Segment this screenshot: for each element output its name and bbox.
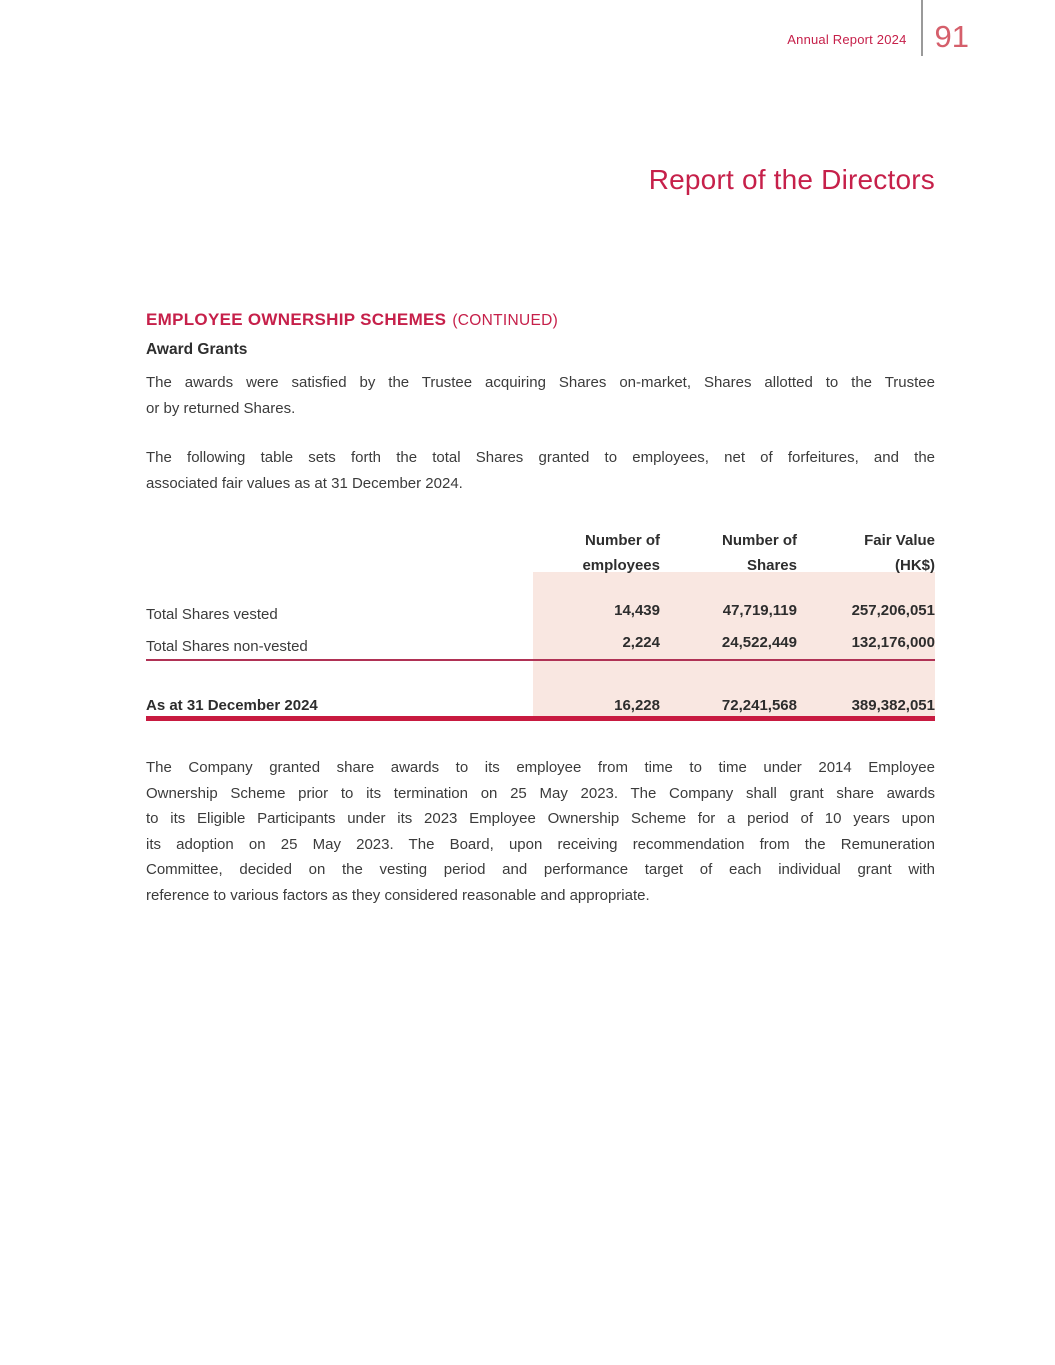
cell-employees: 16,228 (614, 697, 660, 714)
section-heading (146, 310, 935, 330)
section-heading-suffix: (CONTINUED) (452, 312, 559, 329)
paragraph-line: its adoption on 25 May 2023. The Board, upon receiving recommendation from the Remuneration (146, 835, 935, 853)
header-line: Shares (746, 557, 797, 574)
row-label: Total Shares non-vested (146, 638, 308, 655)
header-cell-empty (146, 528, 533, 578)
cell-fair-value: 389,382,051 (851, 697, 935, 714)
cell-employees: 14,439 (614, 602, 660, 619)
header-line: Number of (722, 532, 797, 549)
table-rule-thin (146, 659, 935, 661)
table-row-non-vested (146, 634, 935, 660)
cell-shares: 47,719,119 (722, 602, 797, 619)
paragraph-line: associated fair values as at 31 December 2024. (146, 475, 463, 492)
cell-shares: 24,522,449 (721, 634, 797, 651)
table-row-vested (146, 602, 935, 628)
subsection-title: Award Grants (146, 341, 248, 358)
section-heading-text: EMPLOYEE OWNERSHIP SCHEMES (146, 310, 447, 329)
header-cell-shares (660, 528, 797, 578)
paragraph-award-grants (146, 370, 935, 422)
paragraph-line: to its Eligible Participants under its 2023 Employee Ownership Scheme for a period of 10 years upon (146, 810, 935, 827)
paragraph-line: Committee, decided on the vesting period and performance target of each individual grant with (146, 861, 935, 878)
row-label: Total Shares vested (146, 606, 278, 623)
table-header-row (146, 528, 935, 578)
header-line: Fair Value (864, 532, 935, 549)
paragraph-scheme-details (146, 755, 935, 908)
cell-fair-value: 132,176,000 (851, 634, 935, 651)
paragraph-line: reference to various factors as they considered reasonable and appropriate. (146, 886, 650, 904)
shares-granted-table (146, 528, 935, 724)
paragraph-line: The following table sets forth the total Shares granted to employees, net of forfeitures, and the (146, 449, 935, 466)
table-rule-thick (146, 716, 935, 721)
paragraph-table-intro (146, 445, 935, 497)
running-header (787, 0, 969, 56)
header-line: Number of (585, 532, 660, 549)
row-label: As at 31 December 2024 (146, 697, 318, 714)
cell-fair-value: 257,206,051 (851, 602, 935, 619)
page-title: Report of the Directors (648, 164, 935, 195)
paragraph-line: The Company granted share awards to its employee from time to time under 2014 Employee (146, 759, 935, 776)
cell-employees: 2,224 (622, 634, 660, 651)
report-title-label: Annual Report 2024 (787, 32, 907, 47)
header-cell-employees (533, 528, 660, 578)
cell-shares: 72,241,568 (721, 697, 797, 714)
header-divider (921, 0, 923, 56)
paragraph-line: or by returned Shares. (146, 400, 296, 417)
header-line: (HK$) (895, 557, 935, 574)
header-line: employees (582, 557, 660, 574)
paragraph-line: The awards were satisfied by the Trustee acquiring Shares on-market, Shares allotted to the Trustee (146, 374, 935, 391)
paragraph-line: Ownership Scheme prior to its termination on 25 May 2023. The Company shall grant share awards (146, 784, 935, 802)
page-number: 91 (934, 19, 969, 54)
header-cell-fair-value (797, 528, 935, 578)
